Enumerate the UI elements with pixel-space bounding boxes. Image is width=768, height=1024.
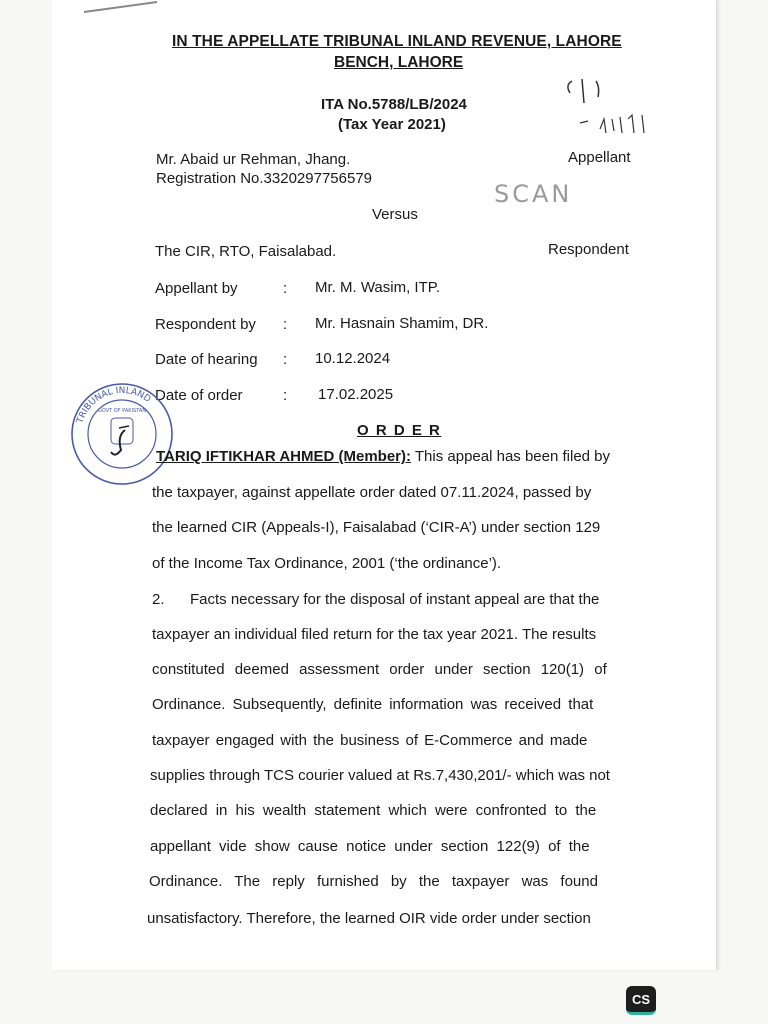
member-name: TARIQ IFTIKHAR AHMED (Member):	[156, 448, 411, 465]
handwritten-note	[560, 75, 660, 145]
court-title: IN THE APPELLATE TRIBUNAL INLAND REVENUE, LAHORE	[172, 33, 622, 50]
respondent-label: Respondent	[548, 241, 629, 258]
detail-colon: :	[283, 280, 288, 297]
order-line: supplies through TCS courier valued at Rs.7,430,201/- which was not	[150, 767, 610, 784]
order-line: constituted deemed assessment order under section 120(1) of	[152, 661, 607, 678]
detail-value: 10.12.2024	[315, 350, 391, 367]
order-line: the learned CIR (Appeals-I), Faisalabad (‘CIR-A’) under section 129	[152, 519, 601, 536]
detail-label: Date of order	[155, 387, 243, 404]
detail-value: Mr. Hasnain Shamim, DR.	[315, 315, 489, 332]
order-line: unsatisfactory. Therefore, the learned OIR vide order under section	[147, 910, 591, 927]
pencil-mark	[82, 0, 162, 14]
order-text: This appeal has been filed by	[411, 448, 611, 465]
order-line: taxpayer engaged with the business of E-Commerce and made	[152, 732, 588, 749]
appellant-name: Mr. Abaid ur Rehman, Jhang.	[156, 151, 351, 168]
detail-label: Respondent by	[155, 316, 256, 333]
detail-colon: :	[283, 351, 288, 368]
order-first-line	[156, 448, 610, 465]
respondent-name: The CIR, RTO, Faisalabad.	[155, 243, 337, 260]
scan-mark: SCAN	[494, 180, 573, 208]
paragraph-number: 2.	[152, 591, 165, 608]
tax-year: (Tax Year 2021)	[338, 116, 446, 133]
svg-text:TRIBUNAL INLAND: TRIBUNAL INLAND	[75, 385, 153, 425]
order-line: Ordinance. Subsequently, definite information was received that	[152, 696, 594, 713]
order-line: appellant vide show cause notice under section 122(9) of the	[150, 838, 590, 855]
detail-colon: :	[283, 316, 288, 333]
order-heading: O R D E R	[357, 422, 442, 439]
detail-value: Mr. M. Wasim, ITP.	[315, 279, 441, 296]
ita-number: ITA No.5788/LB/2024	[321, 96, 467, 113]
camscanner-badge-icon: CS	[626, 986, 656, 1015]
order-line: taxpayer an individual filed return for the tax year 2021. The results	[152, 626, 597, 643]
svg-text:GOVT OF PAKISTAN: GOVT OF PAKISTAN	[97, 408, 147, 414]
order-line: Facts necessary for the disposal of instant appeal are that the	[190, 591, 600, 608]
versus-text: Versus	[372, 206, 418, 223]
detail-value: 17.02.2025	[318, 386, 394, 403]
court-bench: BENCH, LAHORE	[334, 54, 464, 71]
order-line: Ordinance. The reply furnished by the taxpayer was found	[149, 873, 598, 890]
detail-label: Date of hearing	[155, 351, 258, 368]
detail-colon: :	[283, 387, 288, 404]
order-line: declared in his wealth statement which were confronted to the	[150, 802, 597, 819]
detail-label: Appellant by	[155, 280, 238, 297]
order-line: the taxpayer, against appellate order dated 07.11.2024, passed by	[152, 484, 592, 501]
appellant-label: Appellant	[568, 149, 631, 166]
tribunal-stamp-seal	[67, 380, 177, 488]
registration-number: Registration No.3320297756579	[156, 170, 372, 187]
order-line: of the Income Tax Ordinance, 2001 (‘the ordinance’).	[152, 555, 502, 572]
